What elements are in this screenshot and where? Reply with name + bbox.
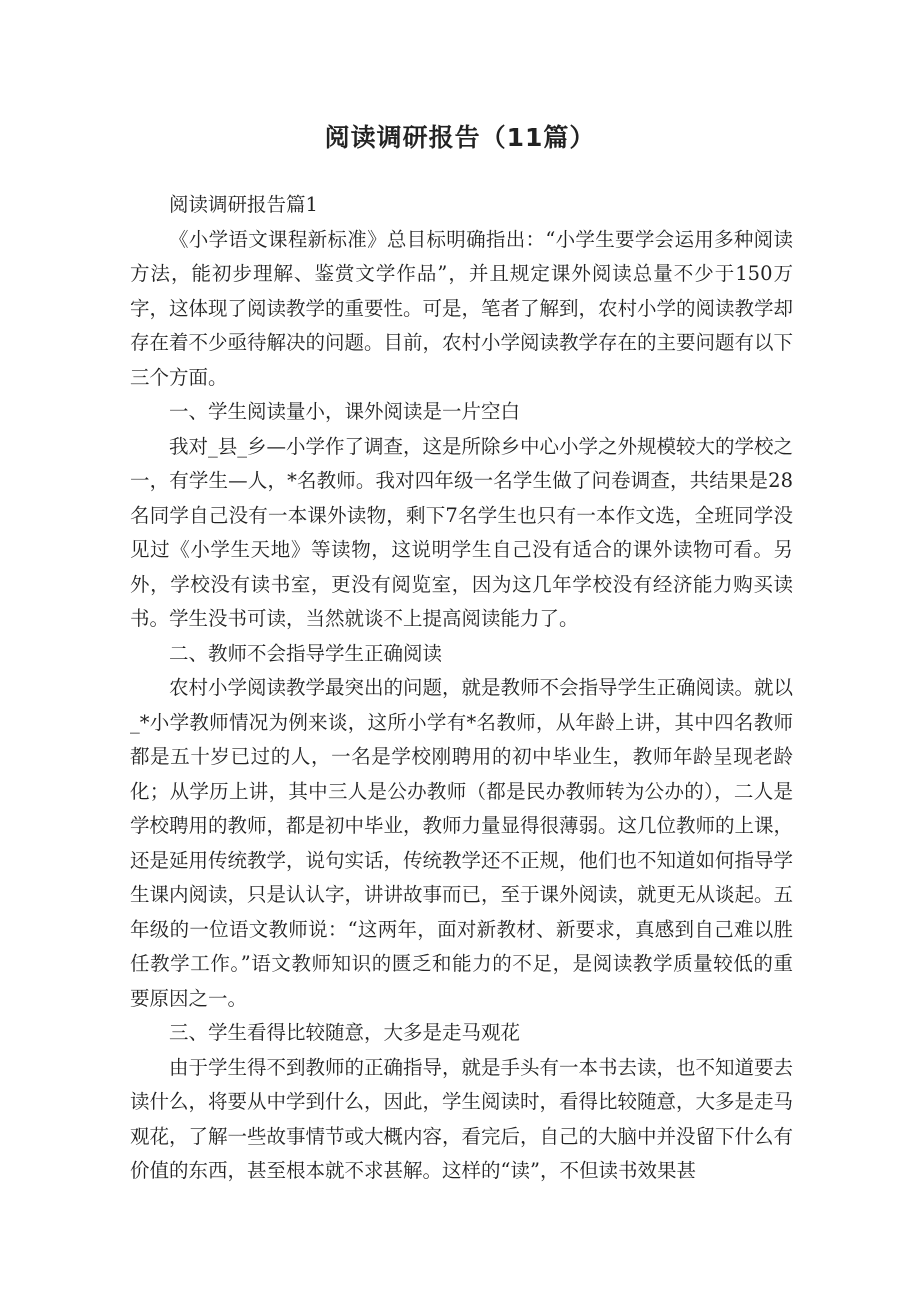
section-heading: 阅读调研报告篇1 [169,193,318,216]
document-title: 阅读调研报告（11篇） [324,123,596,152]
subheading-3: 三、学生看得比较随意，大多是走马观花 [169,1021,521,1044]
body-paragraph: 农村小学阅读教学最突出的问题，就是教师不会指导学生正确阅读。就以_*小学教师情况为例来谈，这所小学有*名教师，从年龄上讲，其中四名教师都是五十岁已过的人，一名是学校刚聘用的初中毕业生，教师年龄呈现老龄化；从学历上讲，其中三人是公办教师（都是民办教师转为公办的），二人是学校聘用的教师，都是初中毕业，教师力量显得很薄弱。这几位教师的上课，还是延用传统教学，说句实话，传统教学还不正规，他们也不知道如何指导学生课内阅读，只是认认字，讲讲故事而已，至于课外阅读，就更无从谈起。五年级的一位语文教师说：“这两年，面对新教材、新要求，真感到自己难以胜任教学工作。”语文教师知识的匮乏和能力的不足，是阅读教学质量较低的重要原因之一。 [130,676,794,1010]
body-paragraph: 《小学语文课程新标准》总目标明确指出：“小学生要学会运用多种阅读方法，能初步理解、鉴赏文学作品”，并且规定课外阅读总量不少于150万字，这体现了阅读教学的重要性。可是，笔者了解到，农村小学的阅读教学却存在着不少亟待解决的问题。目前，农村小学阅读教学存在的主要问题有以下三个方面。 [130,227,794,389]
body-paragraph: 由于学生得不到教师的正确指导，就是手头有一本书去读，也不知道要去读什么，将要从中学到什么，因此，学生阅读时，看得比较随意，大多是走马观花，了解一些故事情节或大概内容，看完后，自己的大脑中并没留下什么有价值的东西，甚至根本就不求甚解。这样的“读”，不但读书效果甚 [130,1055,794,1182]
subheading-1: 一、学生阅读量小，课外阅读是一片空白 [169,400,521,423]
subheading-2: 二、教师不会指导学生正确阅读 [169,641,443,665]
document-body [130,188,793,1189]
body-paragraph: 我对_县_乡—小学作了调查，这是所除乡中心小学之外规模较大的学校之一，有学生—人，*名教师。我对四年级一名学生做了问卷调查，共结果是28名同学自己没有一本课外读物，剩下7名学生也只有一本作文选，全班同学没见过《小学生天地》等读物，这说明学生自己没有适合的课外读物可看。另外，学校没有读书室，更没有阅览室，因为这几年学校没有经济能力购买读书。学生没书可读，当然就谈不上提高阅读能力了。 [130,434,794,630]
